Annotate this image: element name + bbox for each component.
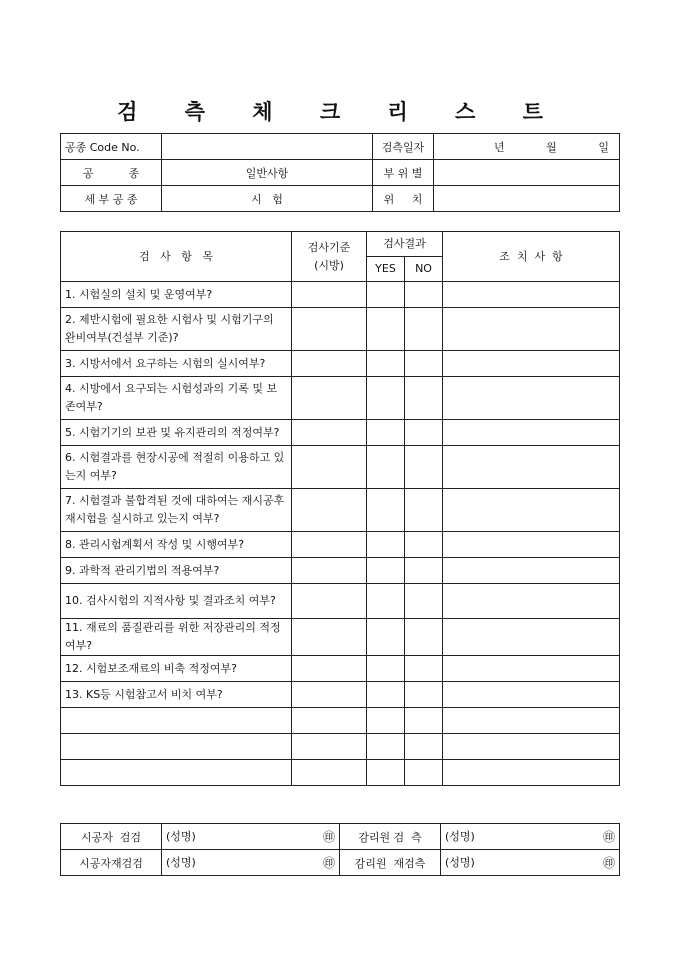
item-text: 10. 검사시험의 지적사항 및 결과조치 여부? <box>61 584 292 619</box>
yes-cell[interactable] <box>367 708 405 734</box>
sub-work-type-label: 세 부 공 종 <box>61 186 162 212</box>
yes-cell[interactable] <box>367 420 405 446</box>
contractor-re-signature-field[interactable] <box>162 850 340 876</box>
no-cell[interactable] <box>405 377 443 420</box>
yes-cell[interactable] <box>367 446 405 489</box>
standard-cell[interactable] <box>292 282 367 308</box>
no-cell[interactable] <box>405 351 443 377</box>
item-cell[interactable] <box>61 708 292 734</box>
seal-icon: ㊞ <box>602 830 615 844</box>
standard-cell[interactable] <box>292 558 367 584</box>
action-cell[interactable] <box>443 282 620 308</box>
action-cell[interactable] <box>443 308 620 351</box>
table-row <box>61 377 620 420</box>
action-cell[interactable] <box>443 619 620 656</box>
item-text: 2. 제반시험에 필요한 시험사 및 시험기구의 완비여부(건설부 기준)? <box>61 308 292 351</box>
part-label: 부 위 별 <box>373 160 434 186</box>
name-label: (성명) <box>445 830 475 843</box>
standard-cell[interactable] <box>292 708 367 734</box>
no-cell[interactable] <box>405 532 443 558</box>
name-label: (성명) <box>445 856 475 869</box>
standard-cell[interactable] <box>292 489 367 532</box>
yes-cell[interactable] <box>367 351 405 377</box>
header-info-table <box>60 133 620 212</box>
yes-cell[interactable] <box>367 489 405 532</box>
date-year-label: 년 <box>494 140 505 154</box>
action-cell[interactable] <box>443 420 620 446</box>
location-label: 위 치 <box>373 186 434 212</box>
code-label: 공종 Code No. <box>61 134 162 160</box>
standard-cell[interactable] <box>292 308 367 351</box>
inspection-date-label: 검측일자 <box>373 134 434 160</box>
item-text: 12. 시험보조재료의 비축 적정여부? <box>61 656 292 682</box>
inspection-date-field[interactable] <box>434 134 620 160</box>
action-cell[interactable] <box>443 351 620 377</box>
table-row <box>61 282 620 308</box>
signature-table <box>60 823 620 876</box>
action-cell[interactable] <box>443 760 620 786</box>
yes-cell[interactable] <box>367 760 405 786</box>
table-row <box>61 308 620 351</box>
table-row <box>61 420 620 446</box>
standard-cell[interactable] <box>292 351 367 377</box>
standard-cell[interactable] <box>292 532 367 558</box>
yes-cell[interactable] <box>367 282 405 308</box>
no-cell[interactable] <box>405 489 443 532</box>
yes-cell[interactable] <box>367 656 405 682</box>
no-cell[interactable] <box>405 708 443 734</box>
table-row <box>61 682 620 708</box>
empty-row <box>61 708 620 734</box>
col-header-no: NO <box>405 257 443 282</box>
item-text: 9. 과학적 관리기법의 적용여부? <box>61 558 292 584</box>
table-row <box>61 558 620 584</box>
name-label: (성명) <box>166 856 196 869</box>
table-row <box>61 489 620 532</box>
item-text: 13. KS등 시험참고서 비치 여부? <box>61 682 292 708</box>
action-cell[interactable] <box>443 489 620 532</box>
col-header-standard-line1: 검사기준 <box>307 240 351 254</box>
contractor-reinspection-label: 시공자재검검 <box>61 850 162 876</box>
no-cell[interactable] <box>405 682 443 708</box>
standard-cell[interactable] <box>292 760 367 786</box>
standard-cell[interactable] <box>292 420 367 446</box>
item-text: 11. 재료의 품질관리를 위한 저장관리의 적정 여부? <box>61 619 292 656</box>
col-header-item: 검 사 항 목 <box>61 232 292 282</box>
seal-icon: ㊞ <box>602 856 615 870</box>
sub-work-type-value[interactable]: 시 험 <box>162 186 373 212</box>
date-day-label: 일 <box>598 140 609 154</box>
no-cell[interactable] <box>405 656 443 682</box>
item-text: 5. 시험기기의 보관 및 유지관리의 적정여부? <box>61 420 292 446</box>
empty-row <box>61 760 620 786</box>
seal-icon: ㊞ <box>322 856 335 870</box>
action-cell[interactable] <box>443 682 620 708</box>
item-text: 4. 시방에서 요구되는 시험성과의 기록 및 보존여부? <box>61 377 292 420</box>
date-month-label: 월 <box>546 140 557 154</box>
standard-cell[interactable] <box>292 584 367 619</box>
standard-cell[interactable] <box>292 619 367 656</box>
page-title: 검 측 체 크 리 스 트 <box>117 99 563 124</box>
action-cell[interactable] <box>443 734 620 760</box>
part-field[interactable] <box>434 160 620 186</box>
yes-cell[interactable] <box>367 734 405 760</box>
seal-icon: ㊞ <box>322 830 335 844</box>
no-cell[interactable] <box>405 558 443 584</box>
yes-cell[interactable] <box>367 584 405 619</box>
table-row <box>61 584 620 619</box>
name-label: (성명) <box>166 830 196 843</box>
standard-cell[interactable] <box>292 446 367 489</box>
col-header-standard-line2: (시방) <box>314 258 344 272</box>
supervisor-signature-field[interactable] <box>441 824 620 850</box>
yes-cell[interactable] <box>367 377 405 420</box>
yes-cell[interactable] <box>367 308 405 351</box>
action-cell[interactable] <box>443 377 620 420</box>
supervisor-inspection-label: 감리원 검 측 <box>340 824 441 850</box>
yes-cell[interactable] <box>367 682 405 708</box>
work-type-value[interactable]: 일반사항 <box>162 160 373 186</box>
no-cell[interactable] <box>405 446 443 489</box>
code-field[interactable] <box>162 134 373 160</box>
no-cell[interactable] <box>405 734 443 760</box>
col-header-result: 검사결과 <box>367 232 443 257</box>
item-text: 6. 시험결과를 현장시공에 적절히 이용하고 있는지 여부? <box>61 446 292 489</box>
col-header-yes: YES <box>367 257 405 282</box>
no-cell[interactable] <box>405 308 443 351</box>
supervisor-reinspection-label: 감리원 재검측 <box>340 850 441 876</box>
standard-cell[interactable] <box>292 682 367 708</box>
item-text: 7. 시험결과 불합격된 것에 대하여는 재시공후 재시험을 실시하고 있는지 여부? <box>61 489 292 532</box>
location-field[interactable] <box>434 186 620 212</box>
action-cell[interactable] <box>443 532 620 558</box>
empty-row <box>61 734 620 760</box>
col-header-action: 조 치 사 항 <box>443 232 620 282</box>
standard-cell[interactable] <box>292 734 367 760</box>
table-row <box>61 656 620 682</box>
no-cell[interactable] <box>405 584 443 619</box>
action-cell[interactable] <box>443 656 620 682</box>
item-text: 1. 시험실의 설치 및 운영여부? <box>61 282 292 308</box>
action-cell[interactable] <box>443 584 620 619</box>
no-cell[interactable] <box>405 760 443 786</box>
col-header-standard <box>292 232 367 282</box>
action-cell[interactable] <box>443 446 620 489</box>
yes-cell[interactable] <box>367 532 405 558</box>
item-text: 8. 관리시험계획서 작성 및 시행여부? <box>61 532 292 558</box>
contractor-signature-field[interactable] <box>162 824 340 850</box>
action-cell[interactable] <box>443 708 620 734</box>
supervisor-re-signature-field[interactable] <box>441 850 620 876</box>
item-cell[interactable] <box>61 760 292 786</box>
table-row <box>61 351 620 377</box>
table-row <box>61 619 620 656</box>
no-cell[interactable] <box>405 420 443 446</box>
table-row <box>61 446 620 489</box>
no-cell[interactable] <box>405 282 443 308</box>
standard-cell[interactable] <box>292 656 367 682</box>
work-type-label: 공 종 <box>61 160 162 186</box>
contractor-inspection-label: 시공자 검검 <box>61 824 162 850</box>
action-cell[interactable] <box>443 558 620 584</box>
yes-cell[interactable] <box>367 558 405 584</box>
item-text: 3. 시방서에서 요구하는 시험의 실시여부? <box>61 351 292 377</box>
no-cell[interactable] <box>405 619 443 656</box>
yes-cell[interactable] <box>367 619 405 656</box>
table-row <box>61 532 620 558</box>
standard-cell[interactable] <box>292 377 367 420</box>
item-cell[interactable] <box>61 734 292 760</box>
checklist-table <box>60 231 620 786</box>
